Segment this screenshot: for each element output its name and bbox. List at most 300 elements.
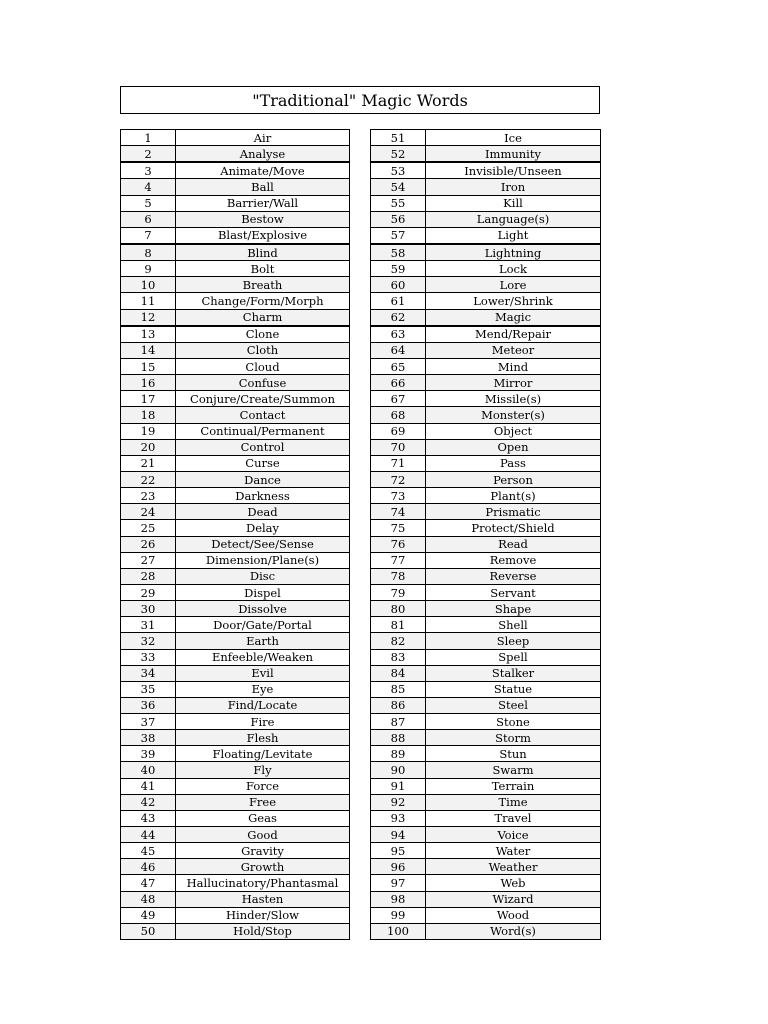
table-row	[121, 195, 350, 211]
table-row	[371, 244, 601, 261]
row-number: 37	[121, 714, 176, 730]
row-number: 55	[371, 195, 426, 211]
row-number: 22	[121, 471, 176, 487]
table-row	[121, 617, 350, 633]
magic-word: Word(s)	[426, 923, 601, 939]
magic-word: Contact	[176, 407, 350, 423]
table-row	[371, 665, 601, 681]
magic-word: Water	[426, 843, 601, 859]
table-row	[121, 810, 350, 826]
row-number: 44	[121, 827, 176, 843]
table-row	[371, 326, 601, 343]
magic-word: Curse	[176, 455, 350, 471]
row-number: 46	[121, 859, 176, 875]
row-number: 28	[121, 568, 176, 584]
magic-word: Voice	[426, 827, 601, 843]
magic-word: Detect/See/Sense	[176, 536, 350, 552]
table-row	[121, 584, 350, 600]
table-row	[121, 342, 350, 358]
table-row	[371, 875, 601, 891]
table-row	[121, 730, 350, 746]
row-number: 19	[121, 423, 176, 439]
table-row	[371, 471, 601, 487]
row-number: 93	[371, 810, 426, 826]
table-row	[121, 358, 350, 374]
magic-word: Cloud	[176, 358, 350, 374]
magic-word: Weather	[426, 859, 601, 875]
table-row	[371, 277, 601, 293]
row-number: 18	[121, 407, 176, 423]
row-number: 20	[121, 439, 176, 455]
magic-word: Gravity	[176, 843, 350, 859]
magic-word: Conjure/Create/Summon	[176, 391, 350, 407]
magic-word: Mirror	[426, 375, 601, 391]
row-number: 60	[371, 277, 426, 293]
row-number: 23	[121, 488, 176, 504]
row-number: 3	[121, 162, 176, 179]
magic-word: Lock	[426, 261, 601, 277]
table-row	[371, 195, 601, 211]
table-row	[121, 665, 350, 681]
row-number: 88	[371, 730, 426, 746]
table-row	[121, 552, 350, 568]
row-number: 90	[371, 762, 426, 778]
row-number: 10	[121, 277, 176, 293]
row-number: 61	[371, 293, 426, 309]
table-row	[121, 778, 350, 794]
magic-word: Spell	[426, 649, 601, 665]
table-row	[371, 714, 601, 730]
magic-word: Dead	[176, 504, 350, 520]
row-number: 36	[121, 697, 176, 713]
table-row	[121, 326, 350, 343]
table-row	[371, 439, 601, 455]
table-row	[121, 504, 350, 520]
row-number: 40	[121, 762, 176, 778]
table-row	[371, 179, 601, 195]
row-number: 77	[371, 552, 426, 568]
row-number: 31	[121, 617, 176, 633]
magic-word: Hinder/Slow	[176, 907, 350, 923]
table-row	[371, 633, 601, 649]
magic-word: Object	[426, 423, 601, 439]
row-number: 5	[121, 195, 176, 211]
magic-word: Delay	[176, 520, 350, 536]
magic-word: Statue	[426, 681, 601, 697]
magic-words-table-right	[370, 129, 601, 940]
magic-word: Dispel	[176, 584, 350, 600]
row-number: 2	[121, 146, 176, 163]
row-number: 63	[371, 326, 426, 343]
row-number: 1	[121, 130, 176, 146]
table-row	[121, 309, 350, 326]
magic-word: Steel	[426, 697, 601, 713]
row-number: 41	[121, 778, 176, 794]
table-row	[121, 907, 350, 923]
table-row	[121, 423, 350, 439]
row-number: 25	[121, 520, 176, 536]
magic-word: Sleep	[426, 633, 601, 649]
table-row	[371, 146, 601, 163]
row-number: 65	[371, 358, 426, 374]
row-number: 16	[121, 375, 176, 391]
table-row	[371, 488, 601, 504]
row-number: 15	[121, 358, 176, 374]
magic-word: Control	[176, 439, 350, 455]
magic-word: Enfeeble/Weaken	[176, 649, 350, 665]
row-number: 17	[121, 391, 176, 407]
table-row	[121, 211, 350, 227]
magic-word: Geas	[176, 810, 350, 826]
magic-word: Flesh	[176, 730, 350, 746]
row-number: 96	[371, 859, 426, 875]
table-row	[121, 179, 350, 195]
table-row	[121, 843, 350, 859]
row-number: 81	[371, 617, 426, 633]
row-number: 64	[371, 342, 426, 358]
magic-word: Language(s)	[426, 211, 601, 227]
table-row	[371, 504, 601, 520]
row-number: 67	[371, 391, 426, 407]
magic-word: Lower/Shrink	[426, 293, 601, 309]
magic-word: Stone	[426, 714, 601, 730]
row-number: 52	[371, 146, 426, 163]
row-number: 59	[371, 261, 426, 277]
row-number: 47	[121, 875, 176, 891]
magic-word: Remove	[426, 552, 601, 568]
row-number: 76	[371, 536, 426, 552]
row-number: 35	[121, 681, 176, 697]
table-row	[371, 309, 601, 326]
magic-word: Shape	[426, 601, 601, 617]
table-row	[121, 391, 350, 407]
table-row	[371, 358, 601, 374]
table-row	[121, 681, 350, 697]
row-number: 91	[371, 778, 426, 794]
table-row	[121, 875, 350, 891]
magic-word: Person	[426, 471, 601, 487]
row-number: 53	[371, 162, 426, 179]
row-number: 99	[371, 907, 426, 923]
row-number: 21	[121, 455, 176, 471]
row-number: 92	[371, 794, 426, 810]
row-number: 73	[371, 488, 426, 504]
magic-word: Clone	[176, 326, 350, 343]
row-number: 51	[371, 130, 426, 146]
row-number: 70	[371, 439, 426, 455]
table-row	[371, 407, 601, 423]
table-row	[121, 891, 350, 907]
table-row	[371, 907, 601, 923]
magic-word: Change/Form/Morph	[176, 293, 350, 309]
table-row	[121, 130, 350, 146]
table-row	[371, 649, 601, 665]
row-number: 98	[371, 891, 426, 907]
table-row	[371, 584, 601, 600]
row-number: 66	[371, 375, 426, 391]
row-number: 14	[121, 342, 176, 358]
row-number: 95	[371, 843, 426, 859]
table-row	[121, 923, 350, 939]
row-number: 54	[371, 179, 426, 195]
magic-word: Find/Locate	[176, 697, 350, 713]
magic-word: Shell	[426, 617, 601, 633]
magic-word: Storm	[426, 730, 601, 746]
magic-word: Confuse	[176, 375, 350, 391]
magic-word: Magic	[426, 309, 601, 326]
row-number: 72	[371, 471, 426, 487]
row-number: 11	[121, 293, 176, 309]
magic-word: Mend/Repair	[426, 326, 601, 343]
table-row	[121, 859, 350, 875]
table-row	[371, 697, 601, 713]
magic-word: Lightning	[426, 244, 601, 261]
table-row	[371, 827, 601, 843]
magic-word: Ice	[426, 130, 601, 146]
row-number: 69	[371, 423, 426, 439]
table-row	[121, 536, 350, 552]
row-number: 39	[121, 746, 176, 762]
row-number: 85	[371, 681, 426, 697]
magic-word: Continual/Permanent	[176, 423, 350, 439]
row-number: 38	[121, 730, 176, 746]
row-number: 79	[371, 584, 426, 600]
row-number: 49	[121, 907, 176, 923]
table-row	[371, 455, 601, 471]
magic-word: Force	[176, 778, 350, 794]
table-row	[121, 714, 350, 730]
row-number: 87	[371, 714, 426, 730]
magic-word: Hold/Stop	[176, 923, 350, 939]
row-number: 58	[371, 244, 426, 261]
row-number: 33	[121, 649, 176, 665]
magic-words-table-left	[120, 129, 350, 940]
row-number: 56	[371, 211, 426, 227]
table-row	[371, 162, 601, 179]
table-row	[371, 762, 601, 778]
magic-word: Barrier/Wall	[176, 195, 350, 211]
table-body-left	[121, 130, 350, 940]
row-number: 13	[121, 326, 176, 343]
table-row	[121, 407, 350, 423]
table-row	[371, 810, 601, 826]
magic-word: Hasten	[176, 891, 350, 907]
magic-word: Missile(s)	[426, 391, 601, 407]
magic-word: Breath	[176, 277, 350, 293]
title-text: "Traditional" Magic Words	[252, 90, 468, 110]
row-number: 30	[121, 601, 176, 617]
row-number: 4	[121, 179, 176, 195]
table-row	[371, 923, 601, 939]
magic-word: Mind	[426, 358, 601, 374]
table-row	[371, 391, 601, 407]
table-row	[371, 778, 601, 794]
row-number: 27	[121, 552, 176, 568]
magic-word: Charm	[176, 309, 350, 326]
table-row	[371, 227, 601, 244]
magic-word: Monster(s)	[426, 407, 601, 423]
table-row	[121, 244, 350, 261]
magic-word: Dissolve	[176, 601, 350, 617]
magic-word: Kill	[426, 195, 601, 211]
row-number: 83	[371, 649, 426, 665]
magic-word: Analyse	[176, 146, 350, 163]
magic-word: Web	[426, 875, 601, 891]
table-row	[371, 293, 601, 309]
row-number: 82	[371, 633, 426, 649]
table-row	[121, 568, 350, 584]
magic-word: Hallucinatory/Phantasmal	[176, 875, 350, 891]
magic-word: Terrain	[426, 778, 601, 794]
row-number: 97	[371, 875, 426, 891]
row-number: 100	[371, 923, 426, 939]
table-row	[371, 746, 601, 762]
row-number: 94	[371, 827, 426, 843]
table-row	[121, 455, 350, 471]
table-row	[371, 536, 601, 552]
row-number: 80	[371, 601, 426, 617]
table-row	[121, 697, 350, 713]
row-number: 12	[121, 309, 176, 326]
table-row	[121, 762, 350, 778]
table-row	[121, 146, 350, 163]
magic-word: Dance	[176, 471, 350, 487]
row-number: 7	[121, 227, 176, 244]
table-row	[371, 617, 601, 633]
table-row	[121, 794, 350, 810]
table-row	[371, 730, 601, 746]
table-row	[371, 342, 601, 358]
table-row	[121, 293, 350, 309]
row-number: 57	[371, 227, 426, 244]
magic-word: Floating/Levitate	[176, 746, 350, 762]
row-number: 42	[121, 794, 176, 810]
magic-word: Fly	[176, 762, 350, 778]
magic-word: Time	[426, 794, 601, 810]
row-number: 6	[121, 211, 176, 227]
magic-word: Protect/Shield	[426, 520, 601, 536]
magic-word: Eye	[176, 681, 350, 697]
magic-word: Meteor	[426, 342, 601, 358]
table-row	[121, 520, 350, 536]
magic-word: Stun	[426, 746, 601, 762]
row-number: 9	[121, 261, 176, 277]
magic-word: Fire	[176, 714, 350, 730]
magic-word: Pass	[426, 455, 601, 471]
magic-word: Disc	[176, 568, 350, 584]
table-row	[371, 130, 601, 146]
row-number: 78	[371, 568, 426, 584]
table-row	[371, 843, 601, 859]
table-row	[121, 227, 350, 244]
magic-word: Stalker	[426, 665, 601, 681]
magic-word: Animate/Move	[176, 162, 350, 179]
magic-word: Servant	[426, 584, 601, 600]
row-number: 34	[121, 665, 176, 681]
magic-word: Bolt	[176, 261, 350, 277]
table-row	[371, 552, 601, 568]
table-row	[371, 375, 601, 391]
magic-word: Iron	[426, 179, 601, 195]
table-row	[121, 601, 350, 617]
magic-word: Travel	[426, 810, 601, 826]
table-body-right	[371, 130, 601, 940]
table-row	[371, 520, 601, 536]
table-row	[371, 794, 601, 810]
table-row	[371, 211, 601, 227]
table-row	[121, 746, 350, 762]
row-number: 62	[371, 309, 426, 326]
magic-word: Dimension/Plane(s)	[176, 552, 350, 568]
magic-word: Cloth	[176, 342, 350, 358]
table-row	[371, 891, 601, 907]
table-row	[121, 162, 350, 179]
table-row	[121, 488, 350, 504]
row-number: 26	[121, 536, 176, 552]
magic-word: Reverse	[426, 568, 601, 584]
table-row	[121, 261, 350, 277]
magic-word: Wood	[426, 907, 601, 923]
magic-word: Good	[176, 827, 350, 843]
magic-word: Immunity	[426, 146, 601, 163]
row-number: 74	[371, 504, 426, 520]
magic-word: Growth	[176, 859, 350, 875]
row-number: 45	[121, 843, 176, 859]
magic-word: Free	[176, 794, 350, 810]
row-number: 75	[371, 520, 426, 536]
magic-word: Wizard	[426, 891, 601, 907]
magic-word: Bestow	[176, 211, 350, 227]
row-number: 8	[121, 244, 176, 261]
table-row	[121, 439, 350, 455]
table-row	[371, 423, 601, 439]
row-number: 86	[371, 697, 426, 713]
row-number: 32	[121, 633, 176, 649]
row-number: 68	[371, 407, 426, 423]
magic-word: Light	[426, 227, 601, 244]
magic-word: Invisible/Unseen	[426, 162, 601, 179]
magic-word: Door/Gate/Portal	[176, 617, 350, 633]
magic-word: Air	[176, 130, 350, 146]
magic-word: Ball	[176, 179, 350, 195]
row-number: 43	[121, 810, 176, 826]
document-title	[120, 86, 600, 114]
magic-word: Lore	[426, 277, 601, 293]
magic-word: Swarm	[426, 762, 601, 778]
row-number: 71	[371, 455, 426, 471]
table-row	[121, 827, 350, 843]
table-row	[121, 633, 350, 649]
row-number: 48	[121, 891, 176, 907]
magic-word: Prismatic	[426, 504, 601, 520]
magic-word: Read	[426, 536, 601, 552]
table-row	[121, 277, 350, 293]
magic-word: Blast/Explosive	[176, 227, 350, 244]
row-number: 89	[371, 746, 426, 762]
table-row	[371, 681, 601, 697]
row-number: 50	[121, 923, 176, 939]
magic-word: Blind	[176, 244, 350, 261]
row-number: 24	[121, 504, 176, 520]
table-row	[121, 471, 350, 487]
table-row	[371, 601, 601, 617]
magic-word: Darkness	[176, 488, 350, 504]
table-row	[371, 261, 601, 277]
magic-word: Open	[426, 439, 601, 455]
row-number: 84	[371, 665, 426, 681]
magic-word: Earth	[176, 633, 350, 649]
row-number: 29	[121, 584, 176, 600]
